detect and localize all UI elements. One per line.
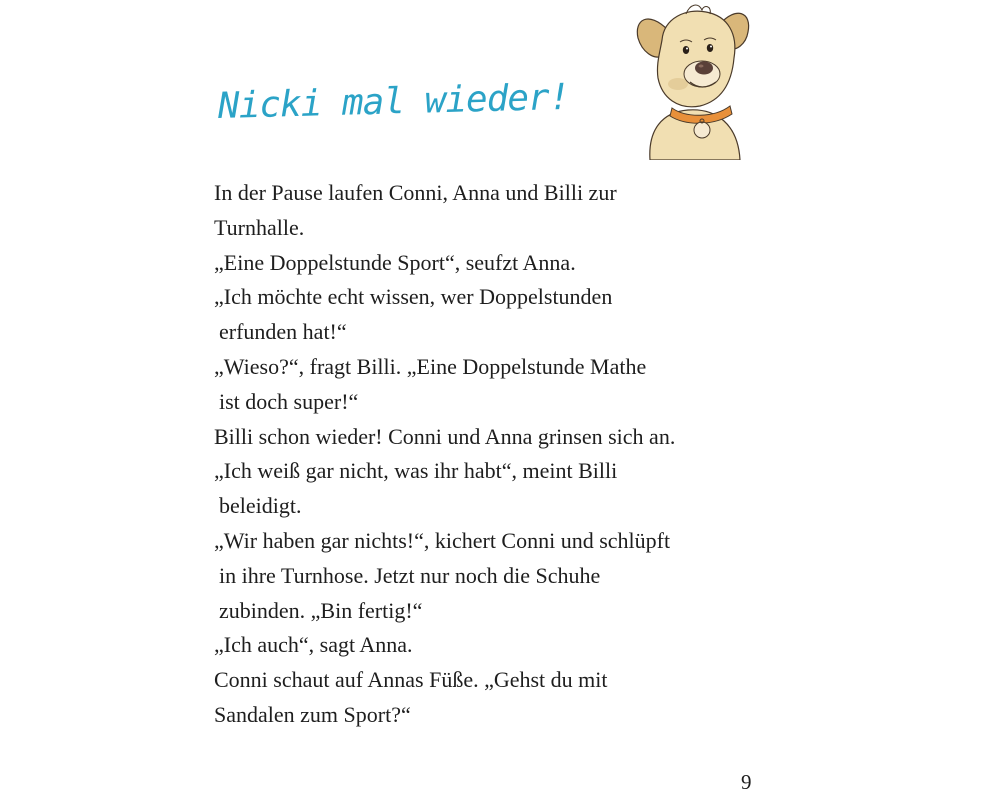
- text-line: „Wieso?“, fragt Billi. „Eine Doppelstunde Mathe: [214, 353, 647, 379]
- text-line: In der Pause laufen Conni, Anna und Billi zur: [214, 180, 617, 205]
- text-line: ist doch super!“: [219, 388, 359, 414]
- text-line: Billi schon wieder! Conni und Anna grinsen sich an.: [214, 423, 676, 449]
- story-text: [214, 176, 675, 733]
- text-line: „Wir haben gar nichts!“, kichert Conni und schlüpft: [214, 527, 671, 553]
- text-line: erfunden hat!“: [219, 319, 347, 345]
- text-line: Conni schaut auf Annas Füße. „Gehst du mit: [214, 667, 608, 693]
- text-line: beleidigt.: [219, 493, 302, 519]
- text-line: zubinden. „Bin fertig!“: [219, 597, 423, 623]
- page-number: 9: [741, 770, 752, 794]
- text-line: „Ich möchte echt wissen, wer Doppelstunden: [214, 284, 613, 310]
- text-line: „Ich weiß gar nicht, was ihr habt“, meint Billi: [214, 458, 618, 484]
- dog-icon: [628, 0, 758, 160]
- text-line: Sandalen zum Sport?“: [214, 701, 411, 727]
- chapter-title: Nicki mal wieder!: [217, 76, 570, 127]
- text-line: Turnhalle.: [214, 214, 305, 240]
- text-line: „Ich auch“, sagt Anna.: [214, 632, 413, 658]
- text-line: in ihre Turnhose. Jetzt nur noch die Schuhe: [219, 562, 601, 588]
- text-line: „Eine Doppelstunde Sport“, seufzt Anna.: [214, 249, 576, 275]
